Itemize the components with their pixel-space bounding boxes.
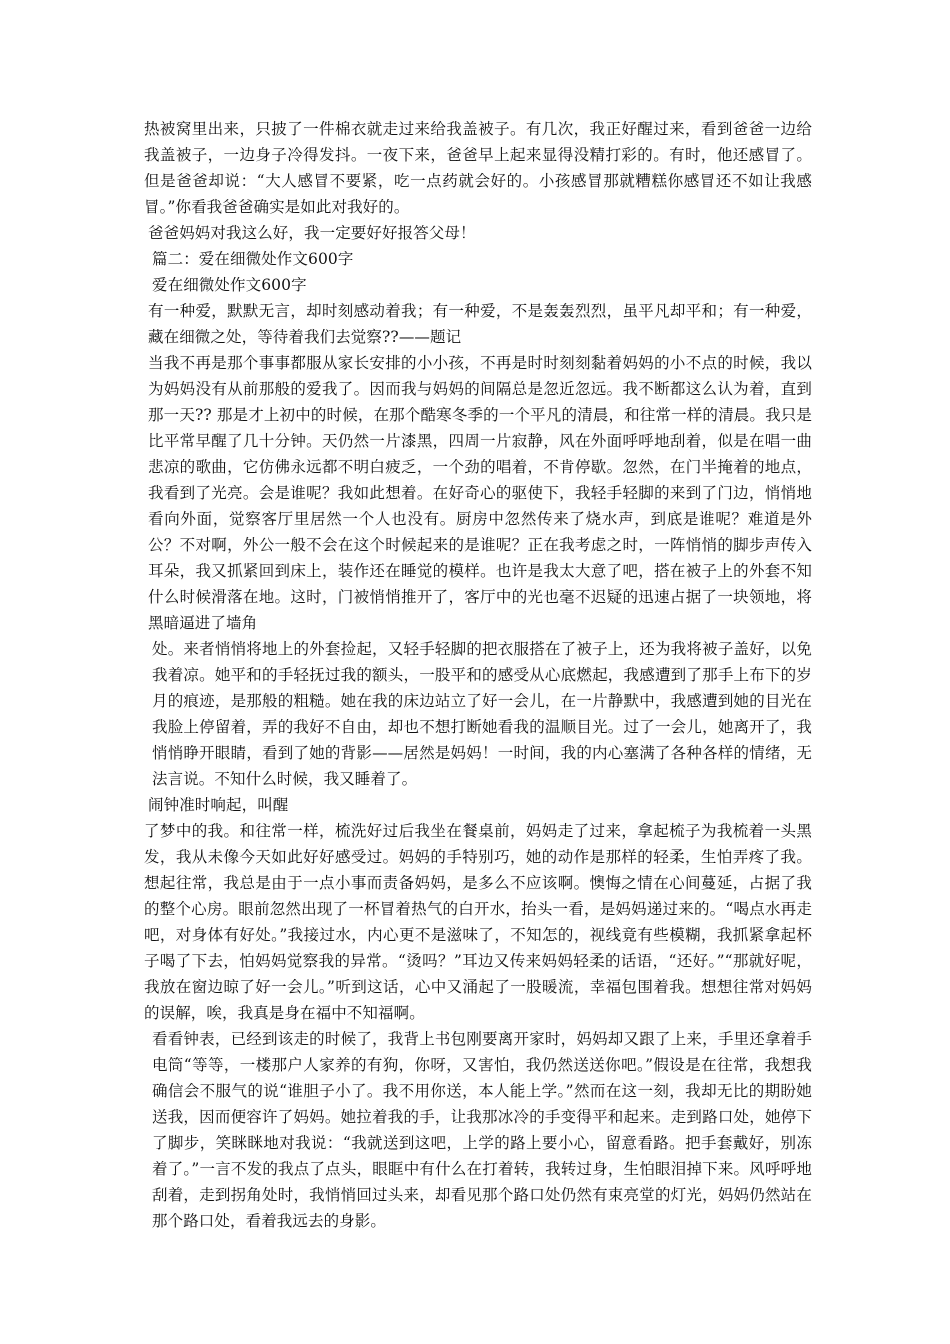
paragraph-visitor: 处。来者悄悄将地上的外套捡起，又轻手轻脚的把衣服搭在了被子上，还为我将被子盖好，以免我着凉。她平和的手轻抚过我的额头，一股平和的感受从心底燃起，我感遭到了那手上布下的岁月的痕迹，是那般的粗糙。她在我的床边站立了好一会儿，在一片静默中，我感遭到她的目光在我脸上停留着，弄的我好不自由，却也不想打断她看我的温顺目光。过了一会儿，她离开了，我悄悄睁开眼睛，看到了她的背影——居然是妈妈！一时间，我的内心塞满了各种各样的情绪，无法言说。不知什么时候，我又睡着了。	[152, 640, 812, 788]
paragraph-farewell: 看看钟表，已经到该走的时候了，我背上书包刚要离开家时，妈妈却又跟了上来，手里还拿着手电筒“等等，一楼那户人家养的有狗，你呀，又害怕，我仍然送送你吧。”假设是在往常，我想我确信会不服气的说“谁胆子小了。我不用你送，本人能上学。”然而在这一刻，我却无比的期盼她送我，因而便容许了妈妈。她拉着我的手，让我那冰冷的手变得平和起来。走到路口处，她停下了脚步，笑眯眯地对我说：“我就送到这吧，上学的路上要小心，留意看路。把手套戴好，别冻着了。”一言不发的我点了点头，眼眶中有什么在打着转，我转过身，生怕眼泪掉下来。风呼呼地刮着，走到拐角处时，我悄悄回过头来，却看见那个路口处仍然有束亮堂的灯光，妈妈仍然站在那个路口处，看着我远去的身影。	[152, 1030, 812, 1230]
paragraph-gratitude: 爸爸妈妈对我这么好，我一定要好好报答父母！	[148, 224, 476, 242]
paragraph-epigraph: 有一种爱，默默无言，却时刻感动着我；有一种爱，不是轰轰烈烈，虽平凡却平和；有一种爱，藏在细微之处，等待着我们去觉察??——题记	[148, 302, 812, 346]
paragraph-continued: 热被窝里出来，只披了一件棉衣就走过来给我盖被子。有几次，我正好醒过来，看到爸爸一边给我盖被子，一边身子冷得发抖。一夜下来，爸爸早上起来显得没精打彩的。有时，他还感冒了。但是爸爸却说：“大人感冒不要紧，吃一点药就会好的。小孩感冒那就糟糕你感冒还不如让我感冒。”你看我爸爸确实是如此对我好的。	[144, 120, 812, 216]
section-heading: 篇二：爱在细微处作文600字	[152, 250, 354, 268]
paragraph-alarm: 闹钟准时响起，叫醒	[148, 796, 289, 814]
document-body	[144, 116, 812, 1234]
essay-title: 爱在细微处作文600字	[152, 276, 307, 294]
paragraph-breakfast: 了梦中的我。和往常一样，梳洗好过后我坐在餐桌前，妈妈走了过来，拿起梳子为我梳着一头黑发，我从未像今天如此好好感受过。妈妈的手特别巧，她的动作是那样的轻柔，生怕弄疼了我。想起往常，我总是由于一点小事而责备妈妈，是多么不应该啊。懊悔之情在心间蔓延，占据了我的整个心房。眼前忽然出现了一杯冒着热气的白开水，抬头一看，是妈妈递过来的。“喝点水再走吧，对身体有好处。”我接过水，内心更不是滋味了，不知怎的，视线竟有些模糊，我抓紧拿起杯子喝了下去，怕妈妈觉察我的异常。“烫吗？”耳边又传来妈妈轻柔的话语，“还好。”“那就好呢，我放在窗边晾了好一会儿。”听到这话，心中又涌起了一股暖流，幸福包围着我。想想往常对妈妈的误解，唉，我真是身在福中不知福啊。	[144, 822, 812, 1022]
paragraph-morning: 当我不再是那个事事都服从家长安排的小小孩，不再是时时刻刻黏着妈妈的小不点的时候，我以为妈妈没有从前那般的爱我了。因而我与妈妈的间隔总是忽近忽远。我不断都这么认为着，直到那一天?? 那是才上初中的时候，在那个酷寒冬季的一个平凡的清晨，和往常一样的清晨。我只是比平常早醒了几十分钟。天仍然一片漆黑，四周一片寂静，风在外面呼呼地刮着，似是在唱一曲悲凉的歌曲，它仿佛永远都不明白疲乏，一个劲的唱着，不肯停歇。忽然，在门半掩着的地点，我看到了光亮。会是谁呢？我如此想着。在好奇心的驱使下，我轻手轻脚的来到了门边，悄悄地看向外面，觉察客厅里居然一个人也没有。厨房中忽然传来了烧水声，到底是谁呢？难道是外公？不对啊，外公一般不会在这个时候起来的是谁呢？正在我考虑之时，一阵悄悄的脚步声传入耳朵，我又抓紧回到床上，装作还在睡觉的模样。也许是我太大意了吧，搭在被子上的外套不知什么时候滑落在地。这时，门被悄悄推开了，客厅中的光也毫不迟疑的迅速占据了一块领地，将黑暗逼进了墙角	[148, 354, 812, 632]
